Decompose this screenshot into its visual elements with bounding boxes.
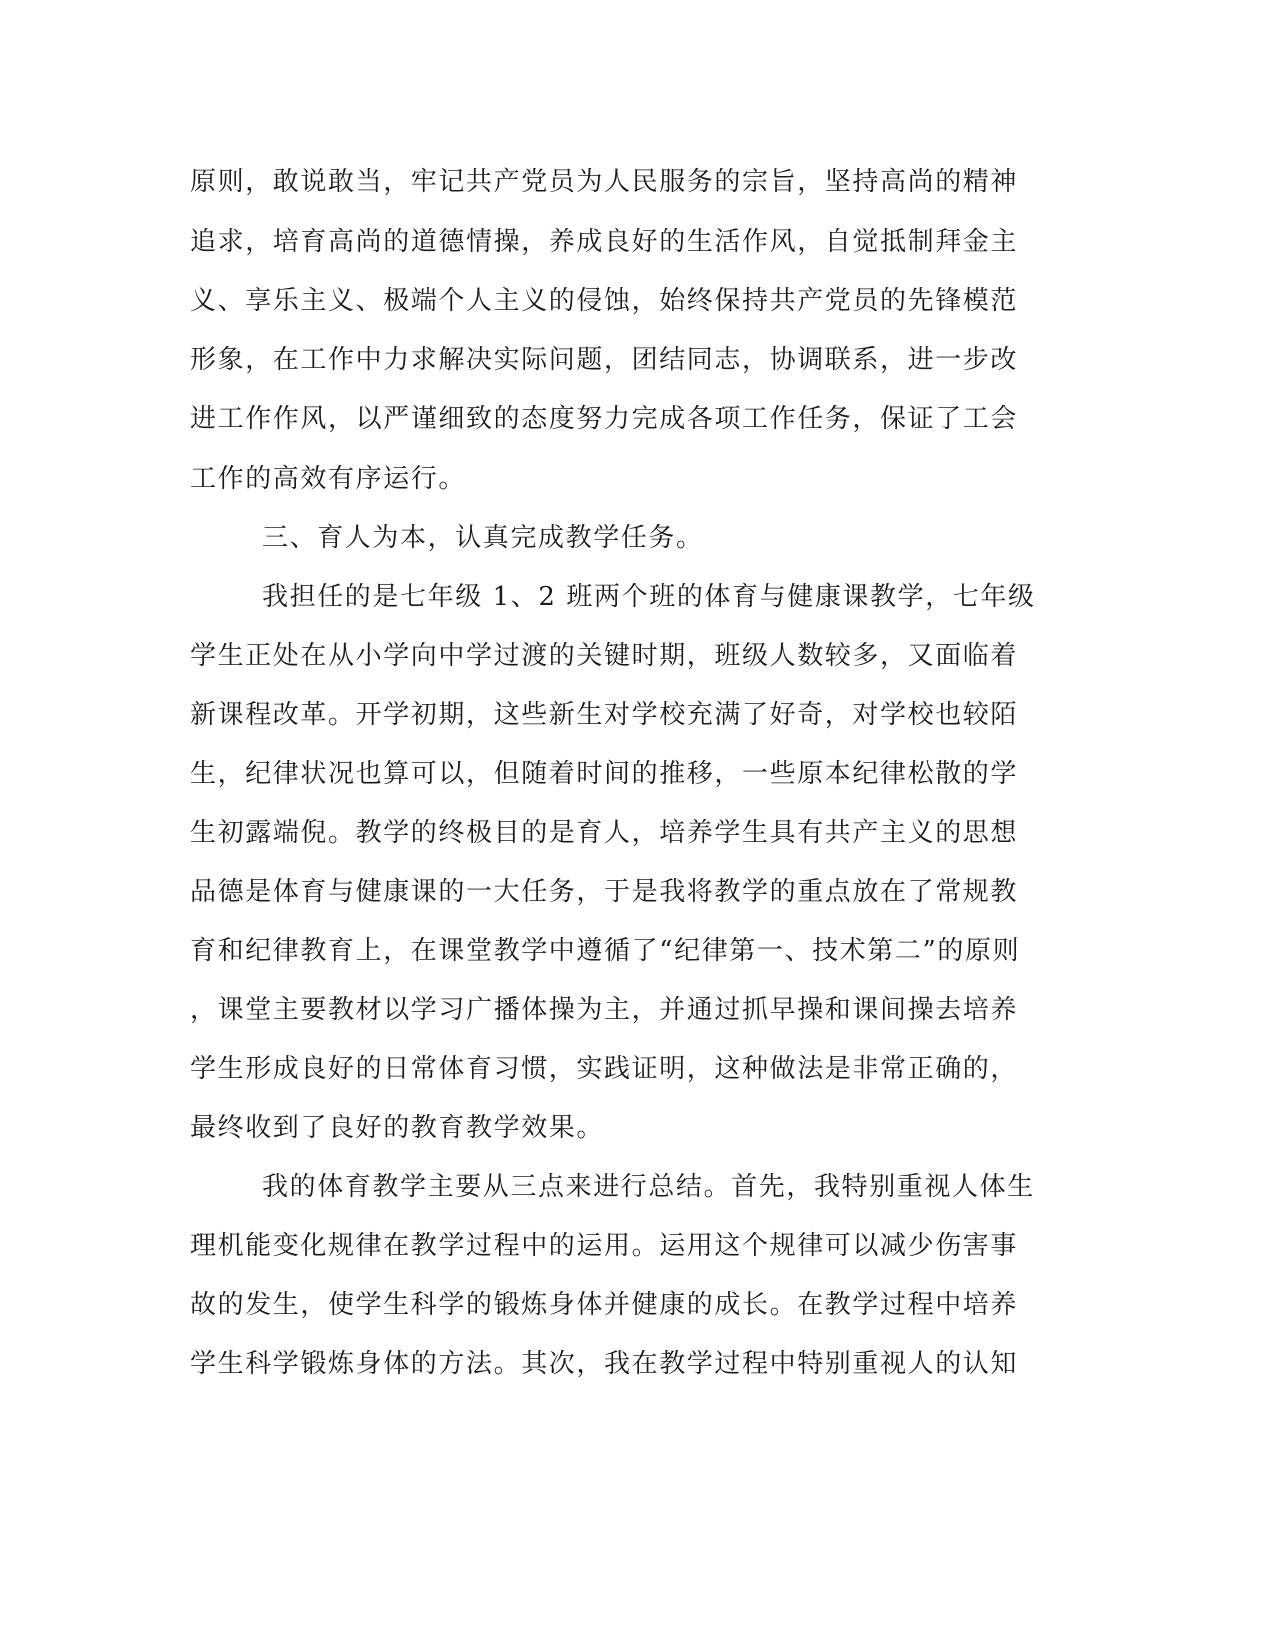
text-line: 理机能变化规律在教学过程中的运用。运用这个规律可以减少伤害事 xyxy=(190,1231,1019,1261)
text-line: 我的体育教学主要从三点来进行总结。首先，我特别重视人体生 xyxy=(262,1172,1035,1202)
text-line: 生，纪律状况也算可以，但随着时间的推移，一些原本纪律松散的学 xyxy=(190,759,1019,789)
text-line: 生初露端倪。教学的终极目的是育人，培养学生具有共产主义的思想 xyxy=(190,818,1019,848)
text-line: 学生正处在从小学向中学过渡的关键时期，班级人数较多，又面临着 xyxy=(190,641,1019,671)
text-line: ，课堂主要教材以学习广播体操为主，并通过抓早操和课间操去培养 xyxy=(190,995,1019,1025)
text-line: 最终收到了良好的教育教学效果。 xyxy=(190,1113,605,1143)
text-line: 学生科学锻炼身体的方法。其次，我在教学过程中特别重视人的认知 xyxy=(190,1349,1019,1379)
text-line: 育和纪律教育上，在课堂教学中遵循了“纪律第一、技术第二”的原则 xyxy=(190,936,1021,966)
text-line: 进工作作风，以严谨细致的态度努力完成各项工作任务，保证了工会 xyxy=(190,404,1019,434)
text-line: 追求，培育高尚的道德情操，养成良好的生活作风，自觉抵制拜金主 xyxy=(190,227,1019,257)
text-line: 故的发生，使学生科学的锻炼身体并健康的成长。在教学过程中培养 xyxy=(190,1290,1019,1320)
section-heading: 三、育人为本，认真完成教学任务。 xyxy=(262,523,704,553)
text-line: 学生形成良好的日常体育习惯，实践证明，这种做法是非常正确的， xyxy=(190,1054,1019,1084)
text-line: 新课程改革。开学初期，这些新生对学校充满了好奇，对学校也较陌 xyxy=(190,700,1019,730)
text-line: 形象，在工作中力求解决实际问题，团结同志，协调联系，进一步改 xyxy=(190,345,1019,375)
text-line: 工作的高效有序运行。 xyxy=(190,464,467,494)
text-line: 义、享乐主义、极端个人主义的侵蚀，始终保持共产党员的先锋模范 xyxy=(190,286,1019,316)
text-line: 我担任的是七年级 1、2 班两个班的体育与健康课教学，七年级 xyxy=(262,582,1036,612)
text-line: 原则，敢说敢当，牢记共产党员为人民服务的宗旨，坚持高尚的精神 xyxy=(190,167,1019,197)
text-line: 品德是体育与健康课的一大任务，于是我将教学的重点放在了常规教 xyxy=(190,877,1019,907)
